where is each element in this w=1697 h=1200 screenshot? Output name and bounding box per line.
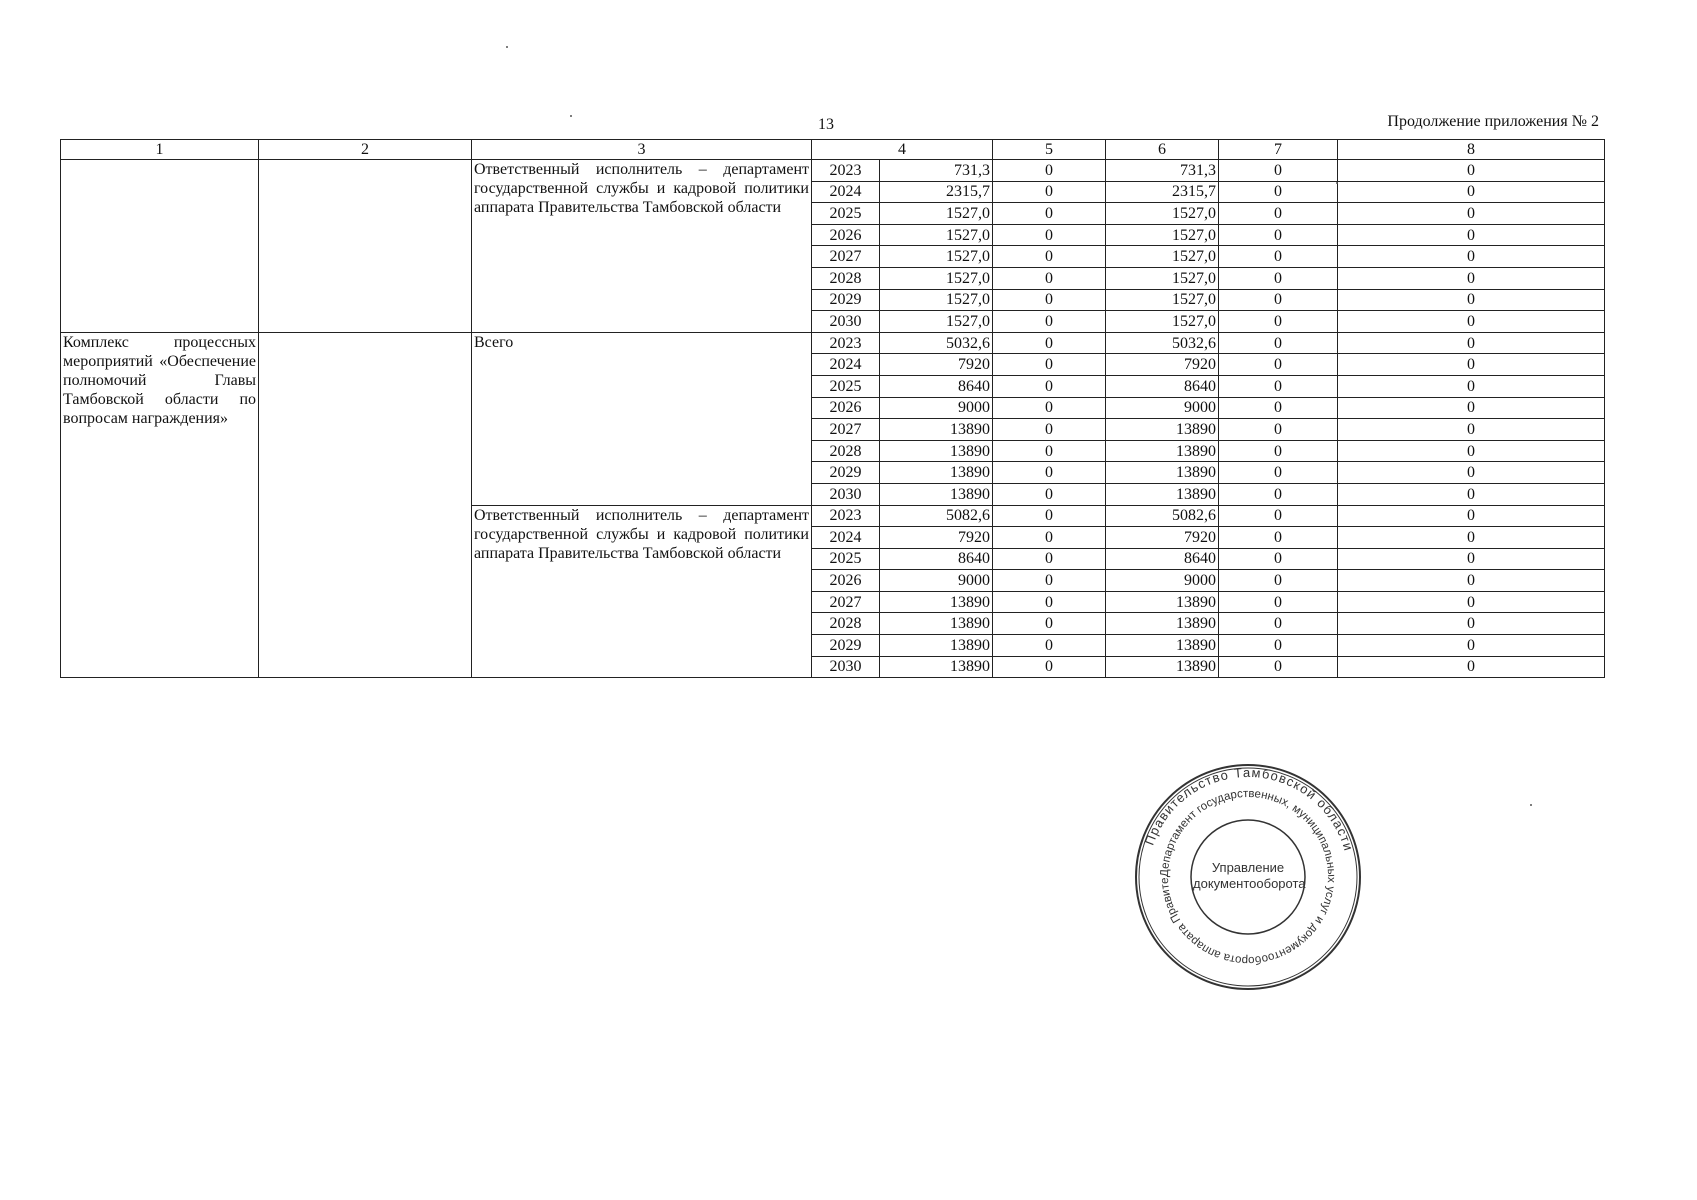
year-cell: 2029 [812,462,880,484]
local-cell: 0 [1219,181,1338,203]
total-cell: 13890 [880,591,993,613]
federal-cell: 0 [993,548,1106,570]
executor-cell: Всего [472,332,812,505]
federal-cell: 0 [993,246,1106,268]
federal-cell: 0 [993,267,1106,289]
regional-cell: 9000 [1106,397,1219,419]
local-cell: 0 [1219,311,1338,333]
scan-speck [1336,182,1338,184]
column-header-row [61,140,1605,160]
year-cell: 2029 [812,635,880,657]
regional-cell: 13890 [1106,419,1219,441]
year-cell: 2028 [812,267,880,289]
local-cell: 0 [1219,505,1338,527]
other-cell: 0 [1338,419,1605,441]
year-cell: 2030 [812,311,880,333]
local-cell: 0 [1219,462,1338,484]
other-cell: 0 [1338,289,1605,311]
regional-cell: 13890 [1106,656,1219,678]
federal-cell: 0 [993,397,1106,419]
other-cell: 0 [1338,354,1605,376]
year-cell: 2026 [812,397,880,419]
column-header: 2 [259,140,472,160]
local-cell: 0 [1219,570,1338,592]
year-cell: 2030 [812,483,880,505]
year-cell: 2025 [812,548,880,570]
other-cell: 0 [1338,440,1605,462]
other-cell: 0 [1338,397,1605,419]
other-cell: 0 [1338,246,1605,268]
federal-cell: 0 [993,635,1106,657]
scan-speck [506,46,508,48]
column-header: 3 [472,140,812,160]
total-cell: 1527,0 [880,224,993,246]
regional-cell: 7920 [1106,354,1219,376]
federal-cell: 0 [993,505,1106,527]
regional-cell: 8640 [1106,375,1219,397]
column-header: 7 [1219,140,1338,160]
total-cell: 8640 [880,548,993,570]
other-cell: 0 [1338,591,1605,613]
column-header: 5 [993,140,1106,160]
other-cell: 0 [1338,635,1605,657]
local-cell: 0 [1219,527,1338,549]
other-cell: 0 [1338,181,1605,203]
regional-cell: 13890 [1106,462,1219,484]
other-cell: 0 [1338,203,1605,225]
column-header: 8 [1338,140,1605,160]
executor-cell: Ответственный исполнитель – департамент государственной службы и кадровой политики аппарата Правительства Тамбовской области [472,160,812,333]
year-cell: 2026 [812,570,880,592]
total-cell: 731,3 [880,160,993,182]
total-cell: 13890 [880,635,993,657]
regional-cell: 13890 [1106,635,1219,657]
local-cell: 0 [1219,591,1338,613]
total-cell: 13890 [880,462,993,484]
other-cell: 0 [1338,570,1605,592]
other-cell: 0 [1338,375,1605,397]
executor-cell: Ответственный исполнитель – департамент государственной службы и кадровой политики аппарата Правительства Тамбовской области [472,505,812,678]
total-cell: 1527,0 [880,267,993,289]
local-cell: 0 [1219,246,1338,268]
table-body [61,160,1605,678]
page-number: 13 [818,116,834,133]
year-cell: 2027 [812,419,880,441]
regional-cell: 9000 [1106,570,1219,592]
other-cell: 0 [1338,505,1605,527]
column-header: 1 [61,140,259,160]
local-cell: 0 [1219,224,1338,246]
total-cell: 1527,0 [880,203,993,225]
other-cell: 0 [1338,613,1605,635]
federal-cell: 0 [993,224,1106,246]
regional-cell: 13890 [1106,613,1219,635]
local-cell: 0 [1219,397,1338,419]
other-cell: 0 [1338,160,1605,182]
other-cell: 0 [1338,332,1605,354]
other-cell: 0 [1338,311,1605,333]
federal-cell: 0 [993,613,1106,635]
federal-cell: 0 [993,289,1106,311]
total-cell: 1527,0 [880,246,993,268]
regional-cell: 1527,0 [1106,203,1219,225]
year-cell: 2027 [812,591,880,613]
seal-outer-text: Правительство Тамбовской области [1141,764,1357,854]
other-cell: 0 [1338,527,1605,549]
column-2-cell [259,332,472,678]
total-cell: 13890 [880,656,993,678]
total-cell: 7920 [880,354,993,376]
local-cell: 0 [1219,613,1338,635]
column-2-cell [259,160,472,333]
local-cell: 0 [1219,203,1338,225]
total-cell: 13890 [880,440,993,462]
local-cell: 0 [1219,440,1338,462]
official-seal [1133,762,1363,992]
local-cell: 0 [1219,635,1338,657]
continuation-label: Продолжение приложения № 2 [1387,113,1599,130]
local-cell: 0 [1219,375,1338,397]
federal-cell: 0 [993,527,1106,549]
table-row [61,332,1605,354]
total-cell: 1527,0 [880,289,993,311]
total-cell: 9000 [880,397,993,419]
regional-cell: 1527,0 [1106,246,1219,268]
regional-cell: 731,3 [1106,160,1219,182]
other-cell: 0 [1338,483,1605,505]
total-cell: 1527,0 [880,311,993,333]
other-cell: 0 [1338,656,1605,678]
local-cell: 0 [1219,354,1338,376]
total-cell: 5082,6 [880,505,993,527]
total-cell: 13890 [880,483,993,505]
column-header: 4 [812,140,993,160]
federal-cell: 0 [993,483,1106,505]
year-cell: 2024 [812,354,880,376]
year-cell: 2028 [812,440,880,462]
regional-cell: 13890 [1106,591,1219,613]
year-cell: 2025 [812,203,880,225]
federal-cell: 0 [993,570,1106,592]
year-cell: 2024 [812,527,880,549]
year-cell: 2023 [812,505,880,527]
total-cell: 2315,7 [880,181,993,203]
total-cell: 8640 [880,375,993,397]
federal-cell: 0 [993,160,1106,182]
regional-cell: 13890 [1106,483,1219,505]
year-cell: 2026 [812,224,880,246]
federal-cell: 0 [993,311,1106,333]
regional-cell: 1527,0 [1106,267,1219,289]
regional-cell: 1527,0 [1106,311,1219,333]
total-cell: 9000 [880,570,993,592]
seal-center-text: Управление документооборота [1193,860,1306,891]
federal-cell: 0 [993,203,1106,225]
other-cell: 0 [1338,548,1605,570]
local-cell: 0 [1219,656,1338,678]
total-cell: 13890 [880,613,993,635]
program-name-cell: Комплекс процессных мероприятий «Обеспечение полномочий Главы Тамбовской области по вопросам награждения» [61,332,259,678]
other-cell: 0 [1338,224,1605,246]
seal-inner-text: Департамент государственных, муниципальных услуг и документооборота аппарата Правите [1158,787,1338,967]
year-cell: 2023 [812,160,880,182]
local-cell: 0 [1219,548,1338,570]
year-cell: 2025 [812,375,880,397]
year-cell: 2027 [812,246,880,268]
total-cell: 7920 [880,527,993,549]
federal-cell: 0 [993,332,1106,354]
local-cell: 0 [1219,160,1338,182]
year-cell: 2029 [812,289,880,311]
federal-cell: 0 [993,419,1106,441]
federal-cell: 0 [993,656,1106,678]
federal-cell: 0 [993,591,1106,613]
local-cell: 0 [1219,267,1338,289]
local-cell: 0 [1219,289,1338,311]
local-cell: 0 [1219,419,1338,441]
regional-cell: 1527,0 [1106,289,1219,311]
year-cell: 2024 [812,181,880,203]
federal-cell: 0 [993,354,1106,376]
scan-speck [1530,804,1532,806]
scan-speck [570,115,572,117]
total-cell: 5032,6 [880,332,993,354]
program-name-cell [61,160,259,333]
regional-cell: 8640 [1106,548,1219,570]
other-cell: 0 [1338,267,1605,289]
budget-table [60,139,1605,678]
total-cell: 13890 [880,419,993,441]
local-cell: 0 [1219,483,1338,505]
year-cell: 2023 [812,332,880,354]
regional-cell: 1527,0 [1106,224,1219,246]
regional-cell: 2315,7 [1106,181,1219,203]
regional-cell: 5082,6 [1106,505,1219,527]
local-cell: 0 [1219,332,1338,354]
federal-cell: 0 [993,181,1106,203]
column-header: 6 [1106,140,1219,160]
other-cell: 0 [1338,462,1605,484]
table-row [61,160,1605,182]
regional-cell: 7920 [1106,527,1219,549]
regional-cell: 5032,6 [1106,332,1219,354]
federal-cell: 0 [993,375,1106,397]
regional-cell: 13890 [1106,440,1219,462]
federal-cell: 0 [993,462,1106,484]
year-cell: 2028 [812,613,880,635]
federal-cell: 0 [993,440,1106,462]
year-cell: 2030 [812,656,880,678]
